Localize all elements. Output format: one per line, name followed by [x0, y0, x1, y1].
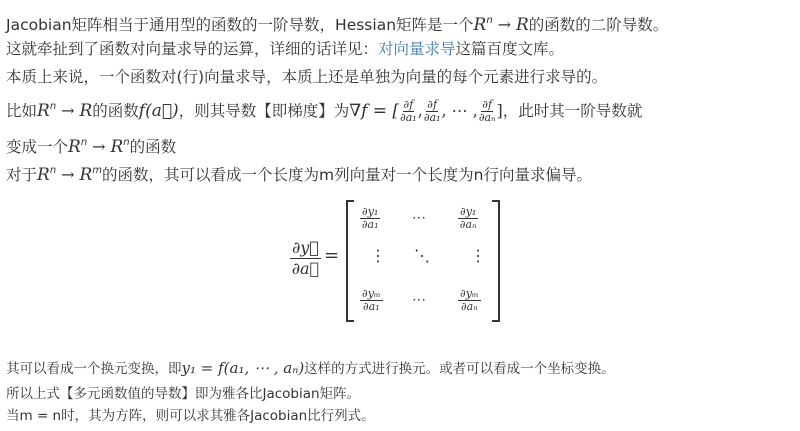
- p1-math-r: R: [473, 15, 487, 35]
- matrix-right-bracket: [492, 200, 500, 322]
- p4-text-b: 的函数: [92, 102, 139, 120]
- p4-text-a: 比如: [6, 102, 38, 120]
- paragraph-5: [6, 132, 176, 158]
- cell-2-1: ⋮: [370, 246, 386, 265]
- p4-arrow: →: [61, 101, 75, 120]
- lhs-fraction: ∂y⃗ ∂a⃗: [291, 238, 320, 278]
- p7-text-a: 其可以看成一个换元变换，即: [6, 361, 182, 377]
- matrix-left-bracket: [346, 200, 354, 322]
- p6-text-a: 对于: [6, 166, 38, 184]
- cell-3-2: ⋯: [412, 292, 426, 308]
- p1-text-a: Jacobian矩阵相当于通用型的函数的一阶导数，Hessian矩阵是一个: [6, 16, 474, 34]
- p6-text-b: 的函数，其可以看成一个长度为m列向量对一个长度为n行向量求偏导。: [102, 166, 592, 184]
- paragraph-4: 比如$R^n \to R$的函数f(a⃗)，则其导数【即梯度】为∇f = [ $\frac{\partial f}{\text{∂a₁}}$ , $\frac{\partial f}{\text{∂a₁}}$ , ⋯ , $\frac{\partial f}{\text{∂aₙ}}$ ]，此时其一阶导数就: [6, 98, 643, 124]
- p4-text-d: ，此时其一阶导数就: [502, 102, 643, 120]
- p4-frac-1: $\frac{\partial f}{\text{∂a₁}}$: [400, 98, 417, 124]
- p4-dots: , ⋯ ,: [441, 101, 478, 120]
- paragraph-7: [6, 358, 615, 379]
- p7-math: y₁ = f(a₁, ⋯ , aₙ): [181, 359, 305, 377]
- p6-arrow: →: [61, 165, 75, 184]
- p4-text-c: ，则其导数【即梯度】为: [178, 102, 350, 120]
- p4-frac-2: $\frac{\partial f}{\text{∂a₁}}$: [423, 98, 441, 124]
- p4-gradient: ∇f = [: [349, 101, 400, 121]
- p6-math-r: R: [37, 165, 50, 185]
- paragraph-2: [6, 38, 564, 60]
- cell-2-3: ⋮: [470, 246, 486, 265]
- p5-text-b: 的函数: [129, 138, 177, 156]
- p5-arrow: →: [92, 137, 106, 156]
- paragraph-9: [6, 406, 375, 426]
- jacobian-matrix-formula: [290, 200, 520, 320]
- cell-3-1: ∂yₘ ∂a₁: [362, 287, 381, 313]
- p1-arrow: →: [497, 15, 512, 34]
- p1-math-r2: R: [515, 15, 529, 35]
- p4-math-r2: R: [79, 101, 93, 121]
- p5-sup-n: n: [80, 137, 88, 148]
- cell-1-1: ∂y₁ ∂a₁: [361, 205, 379, 231]
- p6-math-r2: R: [79, 165, 93, 185]
- p5-text-a: 变成一个: [6, 138, 69, 156]
- vector-derivative-link[interactable]: 对向量求导: [378, 40, 456, 58]
- p6-sup-n: n: [49, 165, 57, 176]
- equals-sign: =: [324, 245, 340, 266]
- p2-text-a: 这就牵扯到了函数对向量求导的运算，详细的话详见：: [6, 40, 379, 58]
- p4-close: ]: [496, 101, 503, 120]
- p5-math-r2: R: [110, 137, 124, 157]
- p2-text-b: 这篇百度文库。: [455, 40, 565, 58]
- p3-text: 本质上来说，一个函数对(行)向量求导，本质上还是单独为向量的每个元素进行求导的。: [6, 68, 608, 86]
- cell-1-2: ⋯: [412, 210, 426, 226]
- p4-func: f(a⃗): [138, 101, 179, 121]
- paragraph-6: [6, 160, 592, 186]
- p6-sup-m: m: [92, 165, 103, 176]
- paragraph-8: [6, 384, 360, 404]
- paragraph-3: [6, 66, 607, 88]
- p5-sup-n2: n: [123, 137, 130, 148]
- p4-frac-3: $\frac{\partial f}{\text{∂aₙ}}$: [478, 98, 496, 124]
- cell-3-3: ∂yₘ ∂aₙ: [460, 287, 479, 313]
- cell-2-2: ⋱: [414, 246, 430, 265]
- p1-text-b: 的函数的二阶导数。: [528, 16, 669, 34]
- p4-sup-n: n: [49, 101, 57, 112]
- p8-text: 所以上式【多元函数值的导数】即为雅各比Jacobian矩阵。: [6, 386, 361, 402]
- p9-text: 当m = n时，其为方阵，则可以求其雅各Jacobian比行列式。: [6, 408, 375, 424]
- p7-text-b: 这样的方式进行换元。或者可以看成一个坐标变换。: [304, 361, 615, 377]
- p5-math-r: R: [68, 137, 81, 157]
- cell-1-3: ∂y₁ ∂aₙ: [459, 205, 477, 231]
- p4-math-r: R: [37, 101, 50, 121]
- paragraph-1: [6, 10, 668, 36]
- p1-sup-n: n: [486, 15, 493, 26]
